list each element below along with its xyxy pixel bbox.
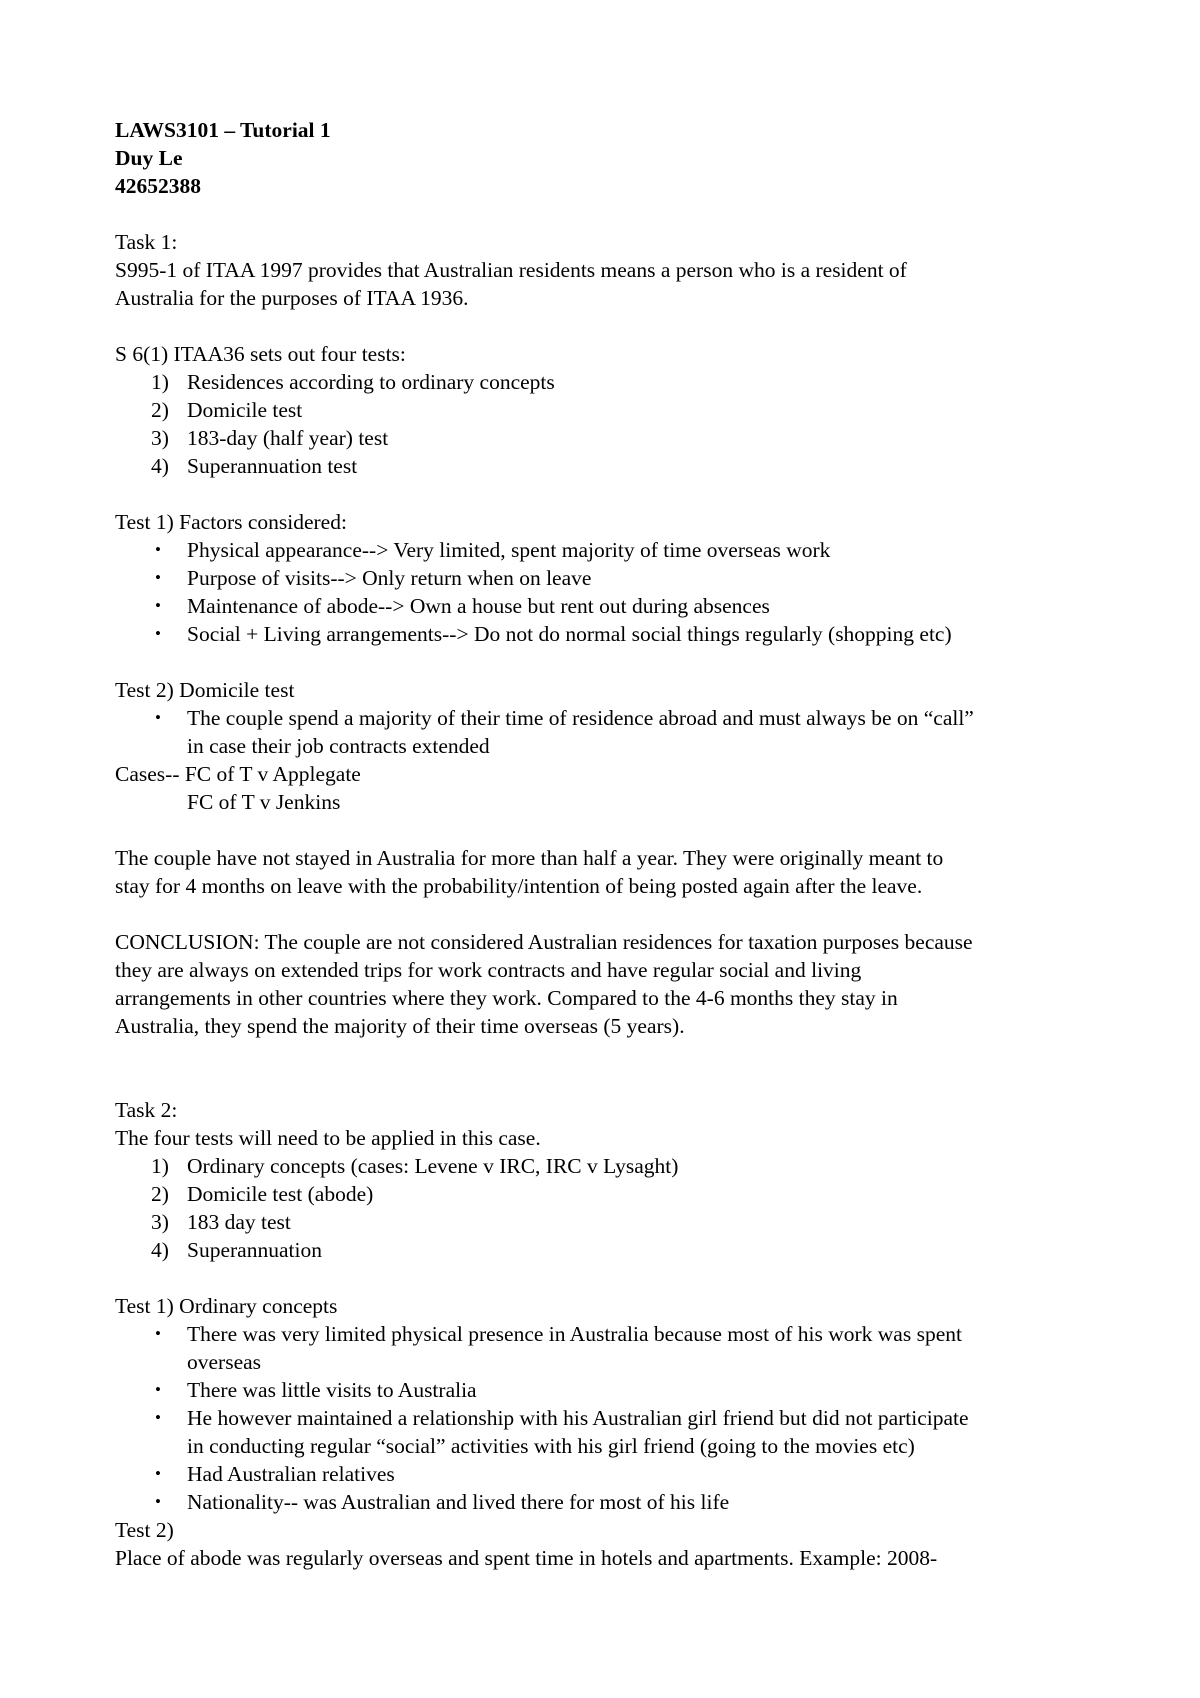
conclusion-line: Australia, they spend the majority of their time overseas (5 years). — [115, 1014, 685, 1038]
task1-test2-heading: Test 2) Domicile test — [115, 678, 295, 702]
bullet-icon: • — [155, 1324, 161, 1343]
bullet-icon: • — [155, 1464, 161, 1483]
paragraph-line: The couple have not stayed in Australia for more than half a year. They were originally meant to — [115, 846, 944, 870]
list-number: 4) — [151, 454, 169, 478]
conclusion-line: CONCLUSION: The couple are not considered Australian residences for taxation purposes because — [115, 930, 973, 954]
task2-heading: Task 2: — [115, 1098, 178, 1122]
list-item: 183 day test — [187, 1210, 291, 1234]
list-number: 3) — [151, 1210, 169, 1234]
author-name: Duy Le — [115, 146, 183, 170]
bullet-icon: • — [155, 1492, 161, 1511]
conclusion-line: arrangements in other countries where they work. Compared to the 4-6 months they stay in — [115, 986, 898, 1010]
bullet-item: There was very limited physical presence in Australia because most of his work was spent — [187, 1322, 962, 1346]
bullet-icon: • — [155, 596, 161, 615]
bullet-item-continued: in case their job contracts extended — [187, 734, 490, 758]
list-item: Domicile test (abode) — [187, 1182, 374, 1206]
list-number: 2) — [151, 398, 169, 422]
bullet-icon: • — [155, 540, 161, 559]
task1-heading: Task 1: — [115, 230, 178, 254]
task1-intro-line-2: Australia for the purposes of ITAA 1936. — [115, 286, 469, 310]
bullet-item: Social + Living arrangements--> Do not do normal social things regularly (shopping etc) — [187, 622, 952, 646]
bullet-item: Purpose of visits--> Only return when on leave — [187, 566, 592, 590]
paragraph-line: stay for 4 months on leave with the probability/intention of being posted again after the leave. — [115, 874, 923, 898]
list-number: 1) — [151, 370, 169, 394]
conclusion-line: they are always on extended trips for work contracts and have regular social and living — [115, 958, 862, 982]
task2-test1-heading: Test 1) Ordinary concepts — [115, 1294, 338, 1318]
bullet-icon: • — [155, 1380, 161, 1399]
cases-line-1: Cases-- FC of T v Applegate — [115, 762, 361, 786]
list-number: 3) — [151, 426, 169, 450]
course-title: LAWS3101 – Tutorial 1 — [115, 118, 331, 142]
task2-test2-heading: Test 2) — [115, 1518, 174, 1542]
list-number: 1) — [151, 1154, 169, 1178]
list-item: 183-day (half year) test — [187, 426, 389, 450]
bullet-item: There was little visits to Australia — [187, 1378, 477, 1402]
list-number: 2) — [151, 1182, 169, 1206]
bullet-icon: • — [155, 568, 161, 587]
bullet-item-continued: overseas — [187, 1350, 262, 1374]
bullet-item-continued: in conducting regular “social” activities with his girl friend (going to the movies etc) — [187, 1434, 915, 1458]
student-id: 42652388 — [115, 174, 201, 198]
task1-intro-line-1: S995-1 of ITAA 1997 provides that Australian residents means a person who is a resident of — [115, 258, 907, 282]
bullet-icon: • — [155, 708, 161, 727]
list-item: Residences according to ordinary concepts — [187, 370, 555, 394]
bullet-item: The couple spend a majority of their time of residence abroad and must always be on “call” — [187, 706, 974, 730]
task1-test1-heading: Test 1) Factors considered: — [115, 510, 347, 534]
bullet-icon: • — [155, 624, 161, 643]
bullet-item: Maintenance of abode--> Own a house but rent out during absences — [187, 594, 770, 618]
task2-intro: The four tests will need to be applied in this case. — [115, 1126, 541, 1150]
list-item: Domicile test — [187, 398, 303, 422]
bullet-item: Nationality-- was Australian and lived there for most of his life — [187, 1490, 730, 1514]
list-number: 4) — [151, 1238, 169, 1262]
task1-tests-intro: S 6(1) ITAA36 sets out four tests: — [115, 342, 406, 366]
bullet-item: Had Australian relatives — [187, 1462, 395, 1486]
list-item: Superannuation test — [187, 454, 358, 478]
list-item: Superannuation — [187, 1238, 322, 1262]
cases-line-2: FC of T v Jenkins — [187, 790, 341, 814]
task2-test2-text: Place of abode was regularly overseas and spent time in hotels and apartments. Example: 2008- — [115, 1546, 938, 1570]
list-item: Ordinary concepts (cases: Levene v IRC, IRC v Lysaght) — [187, 1154, 679, 1178]
bullet-icon: • — [155, 1408, 161, 1427]
bullet-item: He however maintained a relationship with his Australian girl friend but did not participate — [187, 1406, 969, 1430]
bullet-item: Physical appearance--> Very limited, spent majority of time overseas work — [187, 538, 831, 562]
